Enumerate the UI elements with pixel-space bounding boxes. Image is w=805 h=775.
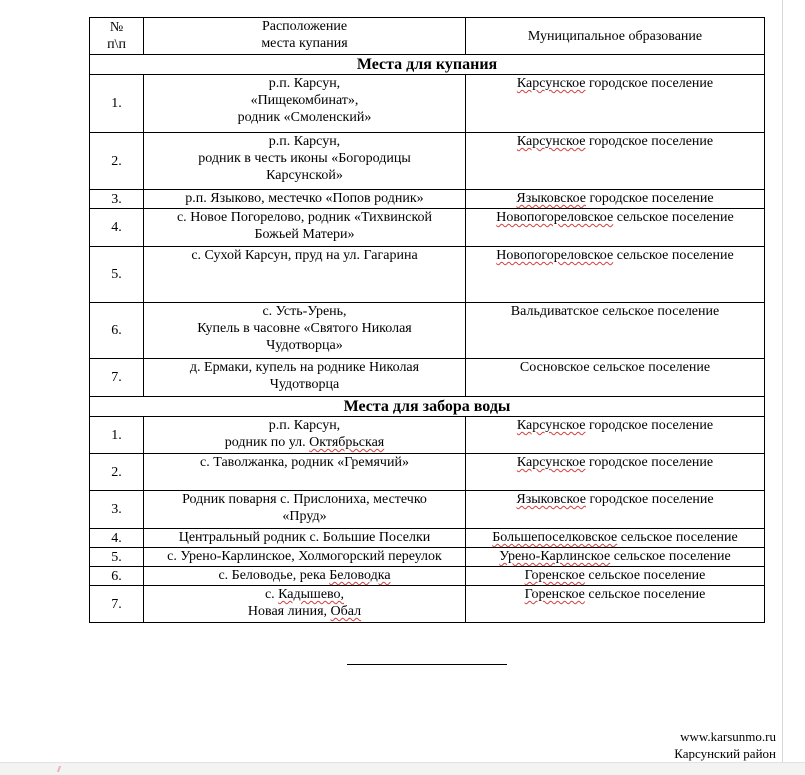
bathing-places-table bbox=[89, 17, 765, 623]
footer-district: Карсунский район bbox=[674, 746, 776, 761]
row-place: д. Ермаки, купель на роднике Николая Чудотворца bbox=[144, 359, 466, 397]
header-municipality-cell: Муниципальное образование bbox=[466, 18, 765, 55]
row-place: с. Урено-Карлинское, Холмогорский переулок bbox=[144, 548, 466, 567]
table-row bbox=[90, 303, 765, 359]
section-title: Места для забора воды bbox=[90, 397, 765, 417]
row-num: 7. bbox=[90, 359, 144, 397]
row-num: 2. bbox=[90, 133, 144, 190]
row-place: р.п. Карсун, «Пищекомбинат», родник «Смоленский» bbox=[144, 75, 466, 133]
header-num-cell: № п\п bbox=[90, 18, 144, 55]
table-row bbox=[90, 359, 765, 397]
table-row bbox=[90, 75, 765, 133]
row-num: 4. bbox=[90, 529, 144, 548]
row-num: 1. bbox=[90, 417, 144, 454]
section-title: Места для купания bbox=[90, 55, 765, 75]
row-municipality: Новопогореловское сельское поселение bbox=[466, 209, 765, 247]
table-header-row bbox=[90, 18, 765, 55]
row-municipality: Горенское сельское поселение bbox=[466, 567, 765, 586]
table-row bbox=[90, 454, 765, 491]
row-place: с. Сухой Карсун, пруд на ул. Гагарина bbox=[144, 247, 466, 303]
table-row bbox=[90, 417, 765, 454]
row-municipality: Горенское сельское поселение bbox=[466, 586, 765, 623]
footer-site: www.karsunmo.ru bbox=[680, 729, 776, 744]
table-row bbox=[90, 247, 765, 303]
row-municipality: Языковское городское поселение bbox=[466, 190, 765, 209]
row-municipality: Карсунское городское поселение bbox=[466, 417, 765, 454]
row-num: 5. bbox=[90, 247, 144, 303]
section-row bbox=[90, 55, 765, 75]
row-place: Центральный родник с. Большие Поселки bbox=[144, 529, 466, 548]
table-row bbox=[90, 133, 765, 190]
signature-rule bbox=[347, 664, 507, 665]
header-place-cell: Расположение места купания bbox=[144, 18, 466, 55]
row-place: с. Кадышево, Новая линия, Обал bbox=[144, 586, 466, 623]
page-footer bbox=[640, 728, 776, 762]
row-municipality: Карсунское городское поселение bbox=[466, 75, 765, 133]
row-place: р.п. Карсун, родник в честь иконы «Богородицы Карсунской» bbox=[144, 133, 466, 190]
table-row bbox=[90, 567, 765, 586]
row-municipality: Новопогореловское сельское поселение bbox=[466, 247, 765, 303]
row-num: 1. bbox=[90, 75, 144, 133]
table-row bbox=[90, 491, 765, 529]
row-num: 6. bbox=[90, 567, 144, 586]
row-municipality: Языковское городское поселение bbox=[466, 491, 765, 529]
row-place: с. Беловодье, река Беловодка bbox=[144, 567, 466, 586]
strip-mark bbox=[57, 766, 71, 772]
table-row bbox=[90, 209, 765, 247]
page-right-edge bbox=[782, 0, 783, 762]
row-municipality: Сосновское сельское поселение bbox=[466, 359, 765, 397]
row-place: с. Новое Погорелово, родник «Тихвинской Божьей Матери» bbox=[144, 209, 466, 247]
row-num: 4. bbox=[90, 209, 144, 247]
window-bottom-strip bbox=[0, 762, 805, 775]
table-row bbox=[90, 529, 765, 548]
row-place: с. Усть-Урень, Купель в часовне «Святого Николая Чудотворца» bbox=[144, 303, 466, 359]
row-municipality: Большепоселковское сельское поселение bbox=[466, 529, 765, 548]
table-row bbox=[90, 190, 765, 209]
row-num: 2. bbox=[90, 454, 144, 491]
row-municipality: Карсунское городское поселение bbox=[466, 133, 765, 190]
table-row bbox=[90, 548, 765, 567]
row-municipality: Урено-Карлинское сельское поселение bbox=[466, 548, 765, 567]
row-place: с. Таволжанка, родник «Гремячий» bbox=[144, 454, 466, 491]
table-row bbox=[90, 586, 765, 623]
row-num: 5. bbox=[90, 548, 144, 567]
row-num: 3. bbox=[90, 190, 144, 209]
row-place: р.п. Карсун, родник по ул. Октябрьская bbox=[144, 417, 466, 454]
section-row bbox=[90, 397, 765, 417]
row-num: 6. bbox=[90, 303, 144, 359]
row-municipality: Карсунское городское поселение bbox=[466, 454, 765, 491]
row-num: 3. bbox=[90, 491, 144, 529]
row-num: 7. bbox=[90, 586, 144, 623]
row-place: р.п. Языково, местечко «Попов родник» bbox=[144, 190, 466, 209]
row-municipality: Вальдиватское сельское поселение bbox=[466, 303, 765, 359]
row-place: Родник поварня с. Прислониха, местечко «Пруд» bbox=[144, 491, 466, 529]
